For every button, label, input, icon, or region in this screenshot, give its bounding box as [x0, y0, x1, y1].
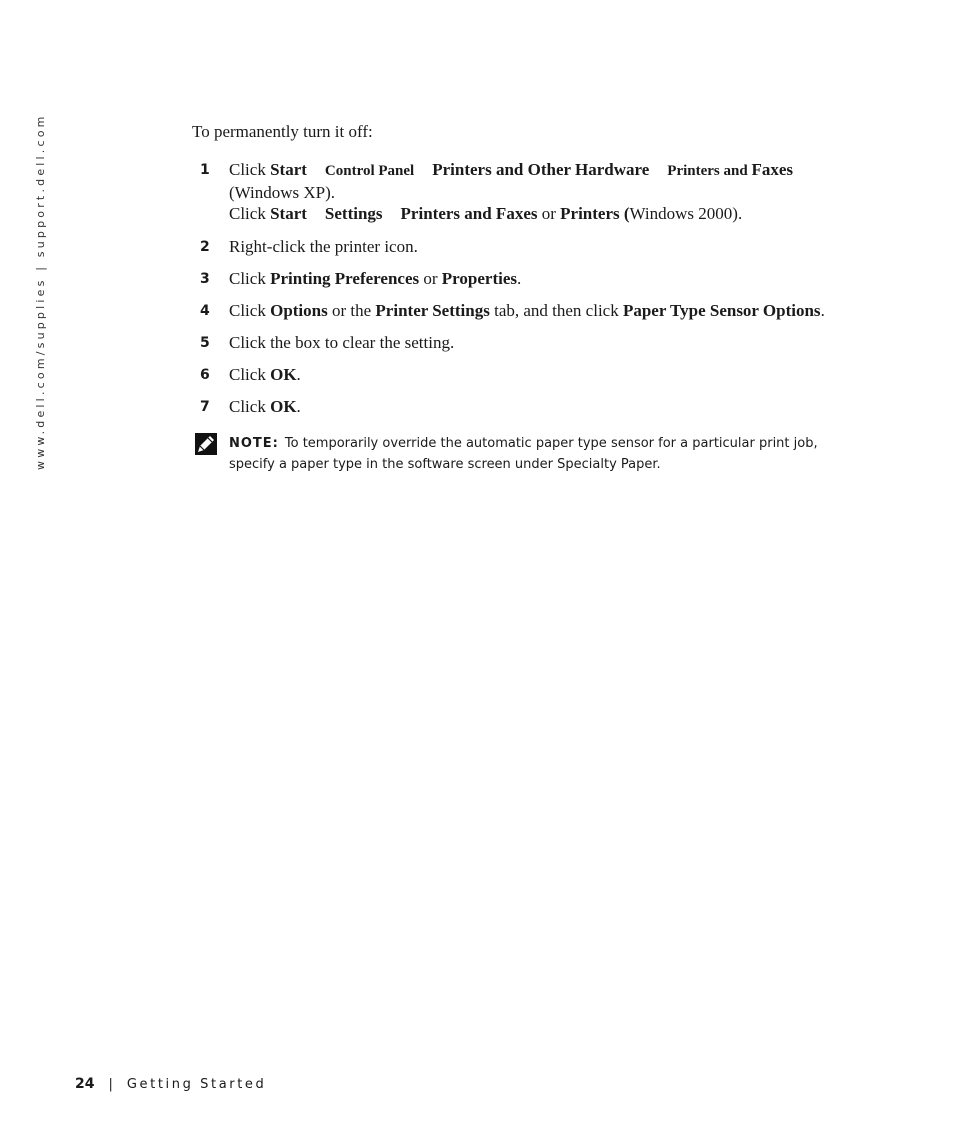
- step-text: Click the box to clear the setting.: [229, 333, 455, 352]
- page-number: 24: [75, 1076, 95, 1092]
- step-text: Click: [229, 160, 271, 179]
- printers-label: Printers (: [560, 204, 630, 223]
- ok-label: OK: [270, 397, 297, 416]
- step-text: Right-click the printer icon.: [229, 237, 418, 256]
- or-text: or: [537, 204, 561, 223]
- page-footer: [75, 1076, 266, 1092]
- step-number: 2: [200, 239, 210, 255]
- step-text: Click: [229, 301, 271, 320]
- windows-2000-text: Windows 2000).: [629, 204, 743, 223]
- step-number: 1: [200, 162, 210, 178]
- intro-text: To permanently turn it off:: [192, 122, 373, 141]
- step-3: [200, 268, 900, 289]
- note-block: [229, 433, 839, 475]
- step-1: [200, 159, 900, 224]
- step-6: [200, 364, 900, 385]
- section-title: Getting Started: [126, 1077, 267, 1092]
- paper-type-sensor-options-label: Paper Type Sensor Options: [622, 301, 821, 320]
- printers-and-label: Printers and: [667, 163, 752, 179]
- step-text: Click: [229, 397, 271, 416]
- note-label: NOTE:: [229, 436, 279, 451]
- start-label: Start: [270, 160, 307, 179]
- step-text: Click: [229, 365, 271, 384]
- step-text: .: [820, 301, 825, 320]
- options-label: Options: [270, 301, 328, 320]
- pencil-note-icon: [194, 432, 218, 456]
- step-5: [200, 332, 900, 353]
- step-text: Click: [229, 269, 271, 288]
- step-text: or the: [327, 301, 376, 320]
- note-text: To temporarily override the automatic paper type sensor for a particular print job, specify a paper type in the software screen under Specialty Paper.: [229, 436, 818, 472]
- step-text: .: [296, 397, 301, 416]
- steps-list: [200, 159, 900, 417]
- step-2: [200, 236, 900, 257]
- step-7: [200, 396, 900, 417]
- printing-preferences-label: Printing Preferences: [270, 269, 420, 288]
- step-number: 3: [200, 271, 210, 287]
- step-number: 4: [200, 303, 210, 319]
- step-number: 5: [200, 335, 210, 351]
- properties-label: Properties: [441, 269, 517, 288]
- step-number: 7: [200, 399, 210, 415]
- windows-xp-text: (Windows XP).: [229, 183, 336, 202]
- control-panel-label: Control Panel: [324, 163, 415, 179]
- faxes-label: Faxes: [751, 160, 793, 179]
- step-text: Click: [229, 204, 271, 223]
- step-text: .: [517, 269, 522, 288]
- settings-label: Settings: [324, 204, 383, 223]
- printers-other-hardware-label: Printers and Other Hardware: [432, 160, 650, 179]
- footer-separator: |: [108, 1077, 113, 1092]
- step-text: .: [296, 365, 301, 384]
- step-4: [200, 300, 900, 321]
- step-text: tab, and then click: [489, 301, 623, 320]
- printer-settings-label: Printer Settings: [375, 301, 490, 320]
- start-label: Start: [270, 204, 307, 223]
- sidebar-url-text: www.dell.com/supplies | support.dell.com: [34, 113, 47, 470]
- printers-and-faxes-label: Printers and Faxes: [400, 204, 538, 223]
- step-text: or: [419, 269, 442, 288]
- ok-label: OK: [270, 365, 297, 384]
- step-number: 6: [200, 367, 210, 383]
